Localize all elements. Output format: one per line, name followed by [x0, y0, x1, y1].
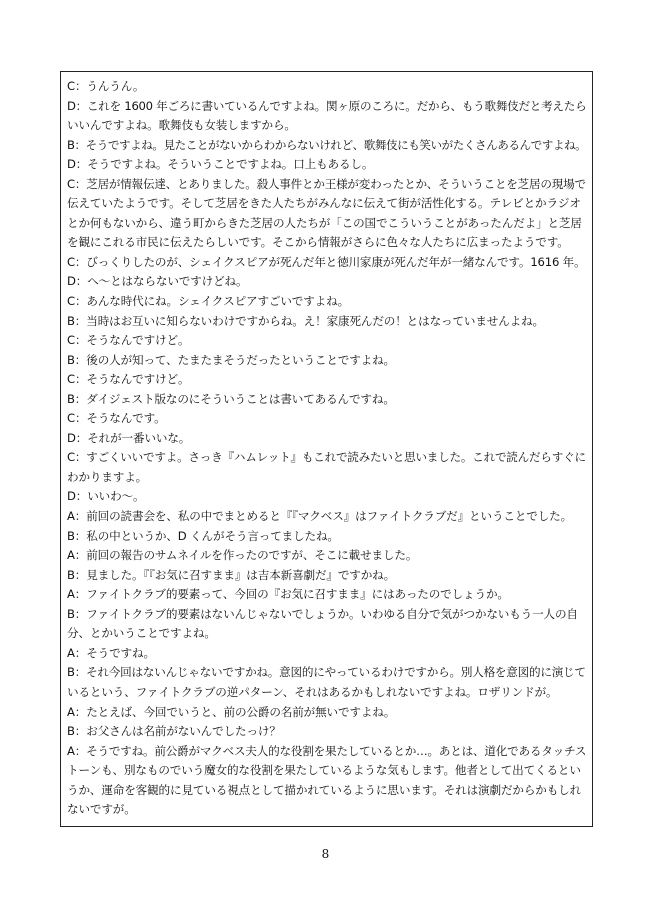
transcript-line: A：前回の読書会を、私の中でまとめると『『マクベス』はファイトクラブだ』ということでした。 [67, 509, 573, 524]
transcript-line: A：ファイトクラブ的要素って、今回の『お気に召すまま』にはあったのでしょうか。 [67, 587, 509, 602]
transcript-line: C：そうなんですけど。 [67, 333, 190, 348]
transcript-line: トーンも、別なものでいう魔女的な役割を果たしているような気もします。他者として出てくるとい [67, 763, 581, 778]
transcript-line: わかりますよ。 [67, 469, 148, 484]
transcript-line: C：芝居が情報伝達、とありました。殺人事件とか王様が変わったとか、そういうことを芝居の現場で [67, 176, 586, 191]
transcript-line: いいんですよね。歌舞伎も女装しますから。 [67, 118, 296, 133]
transcript-line: A：たとえば、今回でいうと、前の公爵の名前が無いですよね。 [67, 704, 396, 719]
transcript-line: ないですが。 [67, 802, 136, 817]
transcript-line: B：お父さんは名前がないんでしたっけ？ [67, 724, 281, 739]
transcript-box [60, 71, 593, 827]
transcript-line: D：これを 1600 年ごろに書いているんですよね。関ヶ原のころに。だから、もう歌舞伎だと考えたら [67, 98, 587, 113]
transcript-line: C：そうなんですけど。 [67, 372, 190, 387]
transcript-line: A：前回の報告のサムネイルを作ったのですが、そこに載せました。 [67, 548, 418, 563]
transcript-line: D：いいわ～。 [67, 489, 145, 504]
transcript-line: C：そうなんです。 [67, 411, 166, 426]
transcript-line: B：それ今回はないんじゃないですかね。意図的にやっているわけですから。別人格を意図的に演じて [67, 665, 586, 680]
transcript-line: B：ダイジェスト版なのにそういうことは書いてあるんですね。 [67, 391, 395, 406]
transcript-line: いるという、ファイトクラブの逆パターン、それはあるかもしれないですよね。ロザリンドが。 [67, 684, 558, 699]
transcript-line: B：私の中というか、D くんがそう言ってましたね。 [67, 528, 339, 543]
transcript-line: C：うんうん。 [67, 79, 145, 93]
transcript-line: C：びっくりしたのが、シェイクスピアが死んだ年と徳川家康が死んだ年が一緒なんです。1616 年。 [67, 254, 586, 269]
page-number: 8 [321, 847, 330, 861]
transcript-line: A：そうですね。 [67, 645, 155, 660]
transcript-line: D：そうですよね。そういうことですよね。口上もあるし。 [67, 157, 374, 172]
transcript-line: を観にこれる市民に伝えたらしいです。そこから情報がさらに色々な人たちに広まったようです。 [67, 235, 569, 250]
transcript-line: C：すごくいいですよ。さっき『ハムレット』もこれで読みたいと思いました。これで読んだらすぐに [67, 450, 586, 465]
transcript-line: D：それが一番いいな。 [67, 430, 191, 445]
transcript-line: 分、とかいうことですよね。 [67, 626, 216, 641]
transcript-line: B：当時はお互いに知らないわけですからね。え！家康死んだの！とはなっていませんよね。 [67, 313, 545, 328]
transcript-line: C：あんな時代にね。シェイクスピアすごいですよね。 [67, 294, 350, 309]
transcript-line: B：後の人が知って、たまたまそうだったということですよね。 [67, 352, 395, 367]
transcript-line: B：ファイトクラブ的要素はないんじゃないでしょうか。いわゆる自分で気がつかないもう一人の自 [67, 606, 578, 621]
transcript-line: A：そうですね。前公爵がマクベス夫人的な役割を果たしているとか…。あとは、道化であるタッチス [67, 743, 587, 758]
transcript-line: とか何もないから、違う町からきた芝居の人たちが「この国でこういうことがあったんだよ」と芝居 [67, 215, 582, 230]
transcript-line: D：へ～とはならないですけどね。 [67, 274, 248, 289]
transcript-line: うか、運命を客観的に見ている視点として描かれているように思います。それは演劇だからかもしれ [67, 782, 582, 797]
transcript-line: 伝えていたようです。そして芝居をきた人たちがみんなに伝えて街が活性化する。テレビとかラジオ [67, 196, 581, 211]
transcript-line: B：見ました。『『お気に召すまま』は吉本新喜劇だ』ですかね。 [67, 567, 396, 582]
transcript-line: B：そうですよね。見たことがないからわからないけれど、歌舞伎にも笑いがたくさんあるんですよね。 [67, 137, 587, 152]
